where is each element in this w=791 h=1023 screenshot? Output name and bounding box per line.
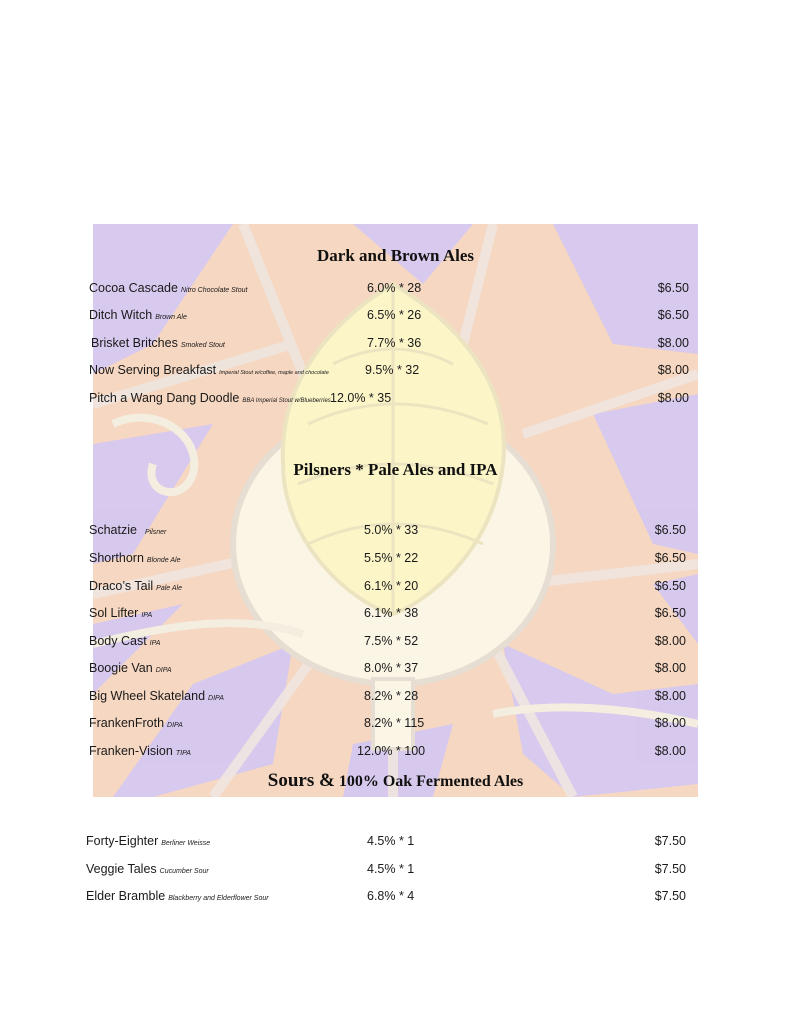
beer-name: Shorthorn <box>89 551 144 565</box>
beer-name: FrankenFroth <box>89 716 165 730</box>
menu-item <box>91 333 689 353</box>
abv-ibu: 5.5% * 22 <box>364 551 419 565</box>
menu-item <box>89 713 686 733</box>
beer-style: BBA Imperial Stout w/Blueberries <box>242 398 331 404</box>
menu-item <box>89 741 686 761</box>
abv-ibu: 7.7% * 36 <box>367 336 422 350</box>
beer-style: TIPA <box>175 750 191 757</box>
beer-name: Pitch a Wang Dang Doodle <box>89 391 240 405</box>
beer-style: Pilsner <box>144 529 167 536</box>
beer-name: Big Wheel Skateland <box>89 689 206 703</box>
beer-style: Pale Ale <box>156 585 182 592</box>
beer-style: Brown Ale <box>155 314 187 321</box>
menu-item <box>89 548 686 568</box>
price: $6.50 <box>657 308 689 322</box>
beer-name-wrapper <box>89 658 172 681</box>
beer-style: Berliner Weisse <box>161 840 211 847</box>
beer-style: Blonde Ale <box>146 557 181 564</box>
abv-ibu: 12.0% * 100 <box>357 744 426 758</box>
price: $6.50 <box>657 281 689 295</box>
abv-ibu: 8.2% * 115 <box>364 716 425 730</box>
section-title-main: Sours & <box>267 770 335 791</box>
beer-name-wrapper <box>89 741 191 764</box>
section-title-rest: 100% Oak Fermented Ales <box>338 773 524 790</box>
abv-ibu: 9.5% * 32 <box>365 363 420 377</box>
price: $6.50 <box>654 523 686 537</box>
beer-style: Cucumber Sour <box>159 868 209 875</box>
abv-ibu: 12.0% * 35 <box>330 391 392 405</box>
abv-ibu: 4.5% * 1 <box>367 834 415 848</box>
price: $6.50 <box>654 606 686 620</box>
menu-item <box>89 305 689 325</box>
beer-name: Franken-Vision <box>89 744 173 758</box>
beer-style: Imperial Stout w/coffee, maple and chocolate <box>219 370 329 376</box>
beer-style: Smoked Stout <box>180 342 225 349</box>
abv-ibu: 8.0% * 37 <box>364 661 419 675</box>
beer-style: DIPA <box>167 722 183 729</box>
menu-item <box>89 603 686 623</box>
beer-name-wrapper <box>86 859 209 882</box>
beer-name-wrapper <box>89 305 187 328</box>
menu-item <box>89 686 686 706</box>
beer-name-wrapper <box>86 831 210 854</box>
menu-item <box>89 278 689 298</box>
abv-ibu: 6.1% * 38 <box>364 606 419 620</box>
beer-name-wrapper <box>89 278 248 301</box>
beer-style: IPA <box>149 640 161 647</box>
beer-name-wrapper <box>86 886 269 909</box>
beer-name: Ditch Witch <box>89 308 153 322</box>
beer-name-wrapper <box>89 360 329 383</box>
abv-ibu: 6.1% * 20 <box>364 579 419 593</box>
beer-name: Cocoa Cascade <box>89 281 178 295</box>
beer-name: Now Serving Breakfast <box>89 363 217 377</box>
section-title-sours-oak-fermented <box>0 770 791 792</box>
beer-name-wrapper <box>89 603 152 626</box>
beer-name-wrapper <box>89 388 331 411</box>
beer-name-wrapper <box>91 333 225 356</box>
menu-item <box>89 576 686 596</box>
menu-item <box>89 658 686 678</box>
beer-style: Blackberry and Elderflower Sour <box>168 895 269 902</box>
beer-style: DIPA <box>208 695 224 702</box>
menu-item <box>86 886 686 906</box>
price: $8.00 <box>654 661 686 675</box>
price: $8.00 <box>657 363 689 377</box>
beer-name: Elder Bramble <box>86 889 166 903</box>
beer-name: Boogie Van <box>89 661 153 675</box>
beer-style: DIPA <box>155 667 172 674</box>
menu-item <box>86 831 686 851</box>
abv-ibu: 4.5% * 1 <box>367 862 415 876</box>
menu-item <box>89 388 689 408</box>
price: $7.50 <box>654 834 686 848</box>
price: $8.00 <box>654 689 686 703</box>
beer-style: Nitro Chocolate Stout <box>180 287 248 294</box>
menu-item <box>89 360 689 380</box>
menu-item <box>89 631 686 651</box>
section-title-pilsners-pale-ales-ipa: Pilsners * Pale Ales and IPA <box>293 460 498 479</box>
beer-name: Sol Lifter <box>89 606 139 620</box>
abv-ibu: 6.0% * 28 <box>367 281 422 295</box>
abv-ibu: 7.5% * 52 <box>364 634 419 648</box>
abv-ibu: 6.5% * 26 <box>367 308 422 322</box>
beer-name-wrapper <box>89 686 224 709</box>
beer-name-wrapper <box>89 576 182 599</box>
beer-name-wrapper <box>89 713 183 736</box>
beer-name: Veggie Tales <box>86 862 157 876</box>
beer-name: Body Cast <box>89 634 147 648</box>
price: $8.00 <box>657 391 689 405</box>
beer-name: Forty-Eighter <box>86 834 159 848</box>
price: $8.00 <box>654 716 686 730</box>
price: $8.00 <box>654 744 686 758</box>
price: $6.50 <box>654 579 686 593</box>
beer-name-wrapper <box>89 631 160 654</box>
abv-ibu: 8.2% * 28 <box>364 689 419 703</box>
menu-item <box>86 859 686 879</box>
abv-ibu: 5.0% * 33 <box>364 523 419 537</box>
beer-name: Schatzie <box>89 523 137 537</box>
price: $6.50 <box>654 551 686 565</box>
beer-name-wrapper <box>89 520 166 543</box>
price: $8.00 <box>657 336 689 350</box>
price: $8.00 <box>654 634 686 648</box>
beer-name: Draco’s Tail <box>89 579 154 593</box>
price: $7.50 <box>654 862 686 876</box>
beer-name-wrapper <box>89 548 181 571</box>
beer-style: IPA <box>141 612 153 619</box>
price: $7.50 <box>654 889 686 903</box>
section-title-dark-brown-ales: Dark and Brown Ales <box>317 246 474 265</box>
beer-name: Brisket Britches <box>91 336 178 350</box>
menu-item <box>89 520 686 540</box>
abv-ibu: 6.8% * 4 <box>367 889 415 903</box>
